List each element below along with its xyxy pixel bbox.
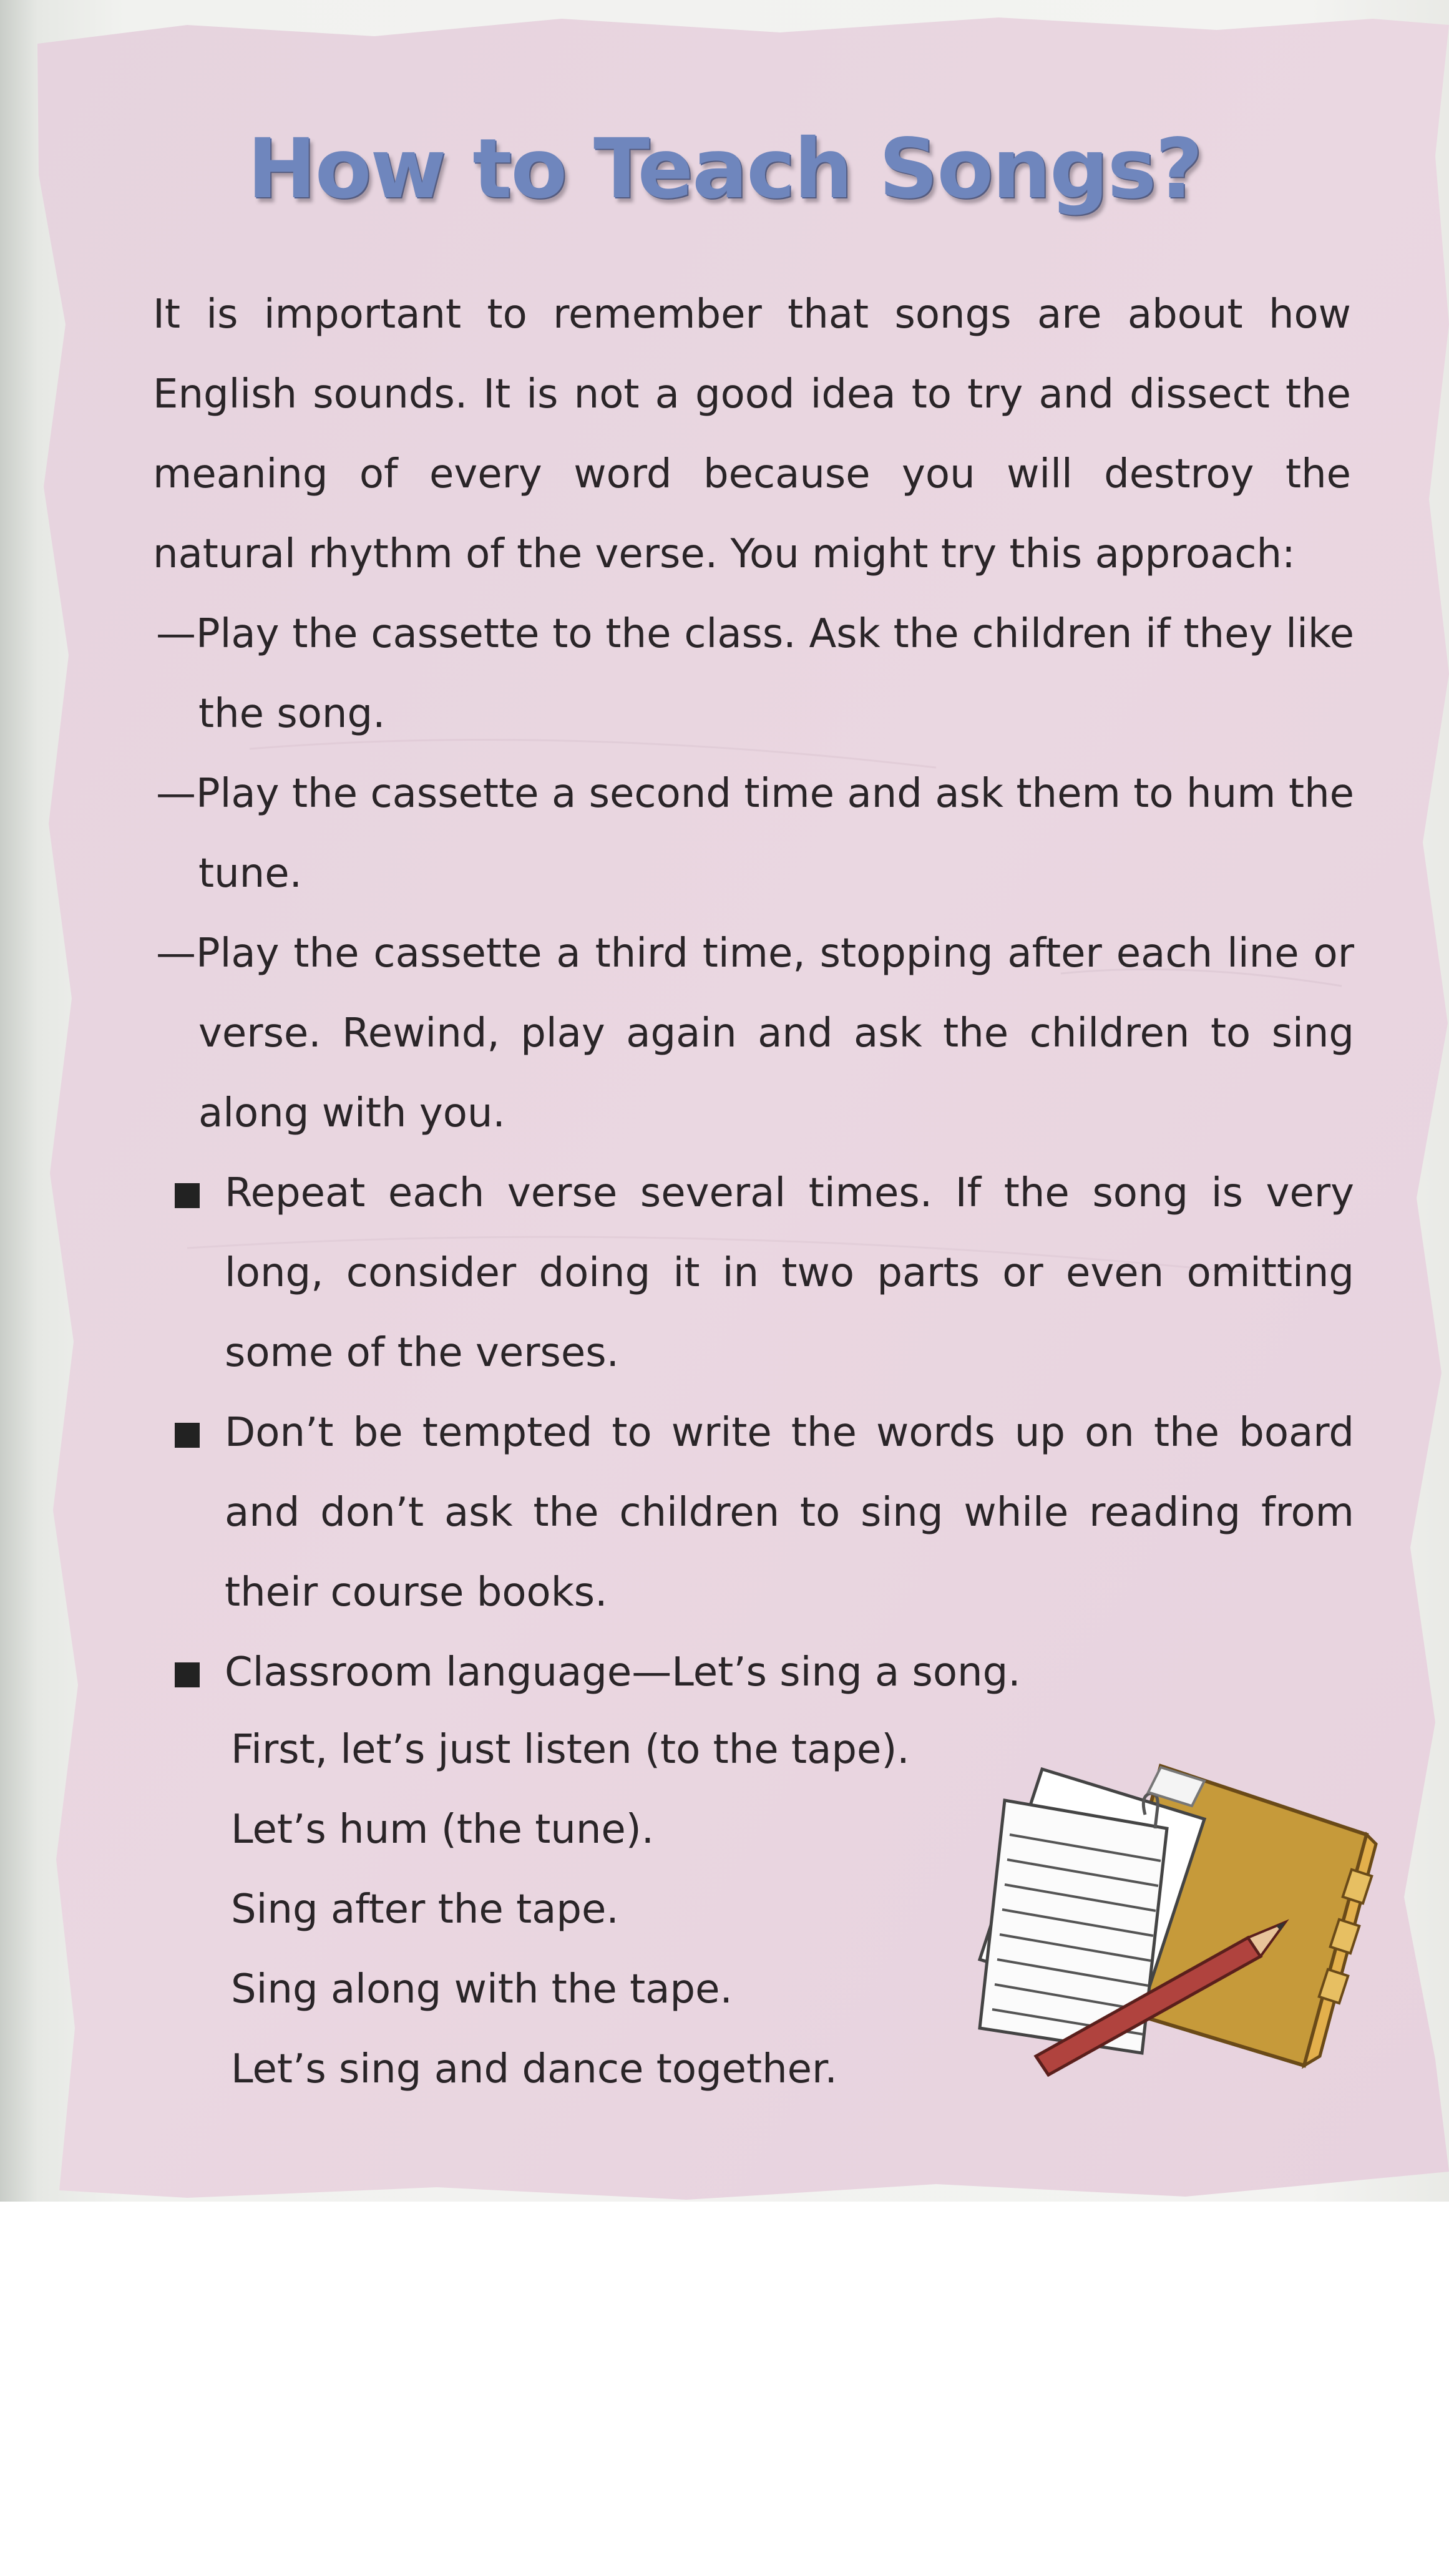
phrase-line: Let’s hum (the tune). [231, 1807, 655, 1853]
bullet-item [168, 1632, 1354, 1712]
bullet-item [168, 1153, 1354, 1393]
phrase-line: Let’s sing and dance together. [231, 2046, 837, 2092]
phrase-line: First, let’s just listen (to the tape). [231, 1727, 910, 1773]
square-bullet-icon [175, 1423, 200, 1448]
bullet-text: Repeat each verse several times. If the song is very long, consider doing it in two parts or even omitting some of the verses. [225, 1170, 1354, 1376]
bullet-text: Don’t be tempted to write the words up on the board and don’t ask the children to sing while reading from their course books. [225, 1410, 1354, 1616]
bullet-item [168, 1393, 1354, 1632]
step-item: —Play the cassette a second time and ask them to hum the tune. [156, 771, 1354, 897]
notebook-pencil-icon [955, 1741, 1385, 2091]
square-bullet-icon [175, 1662, 200, 1687]
phrase-line: Sing along with the tape. [231, 1966, 733, 2012]
page-title: How to Teach Songs? [247, 121, 1202, 217]
intro-paragraph: It is important to remember that songs are about how English sounds. It is not a good idea to try and dissect the meaning of every word because you will destroy the natural rhythm of the verse. You might try this approach: [153, 291, 1351, 577]
phrase-line: Sing after the tape. [231, 1886, 619, 1933]
bullet-text: Classroom language—Let’s sing a song. [225, 1649, 1021, 1695]
square-bullet-icon [175, 1183, 200, 1208]
classroom-phrases [231, 1710, 910, 2109]
step-item: —Play the cassette a third time, stopping after each line or verse. Rewind, play again and ask the children to sing along with you. [156, 930, 1354, 1136]
step-item: —Play the cassette to the class. Ask the children if they like the song. [156, 611, 1354, 737]
